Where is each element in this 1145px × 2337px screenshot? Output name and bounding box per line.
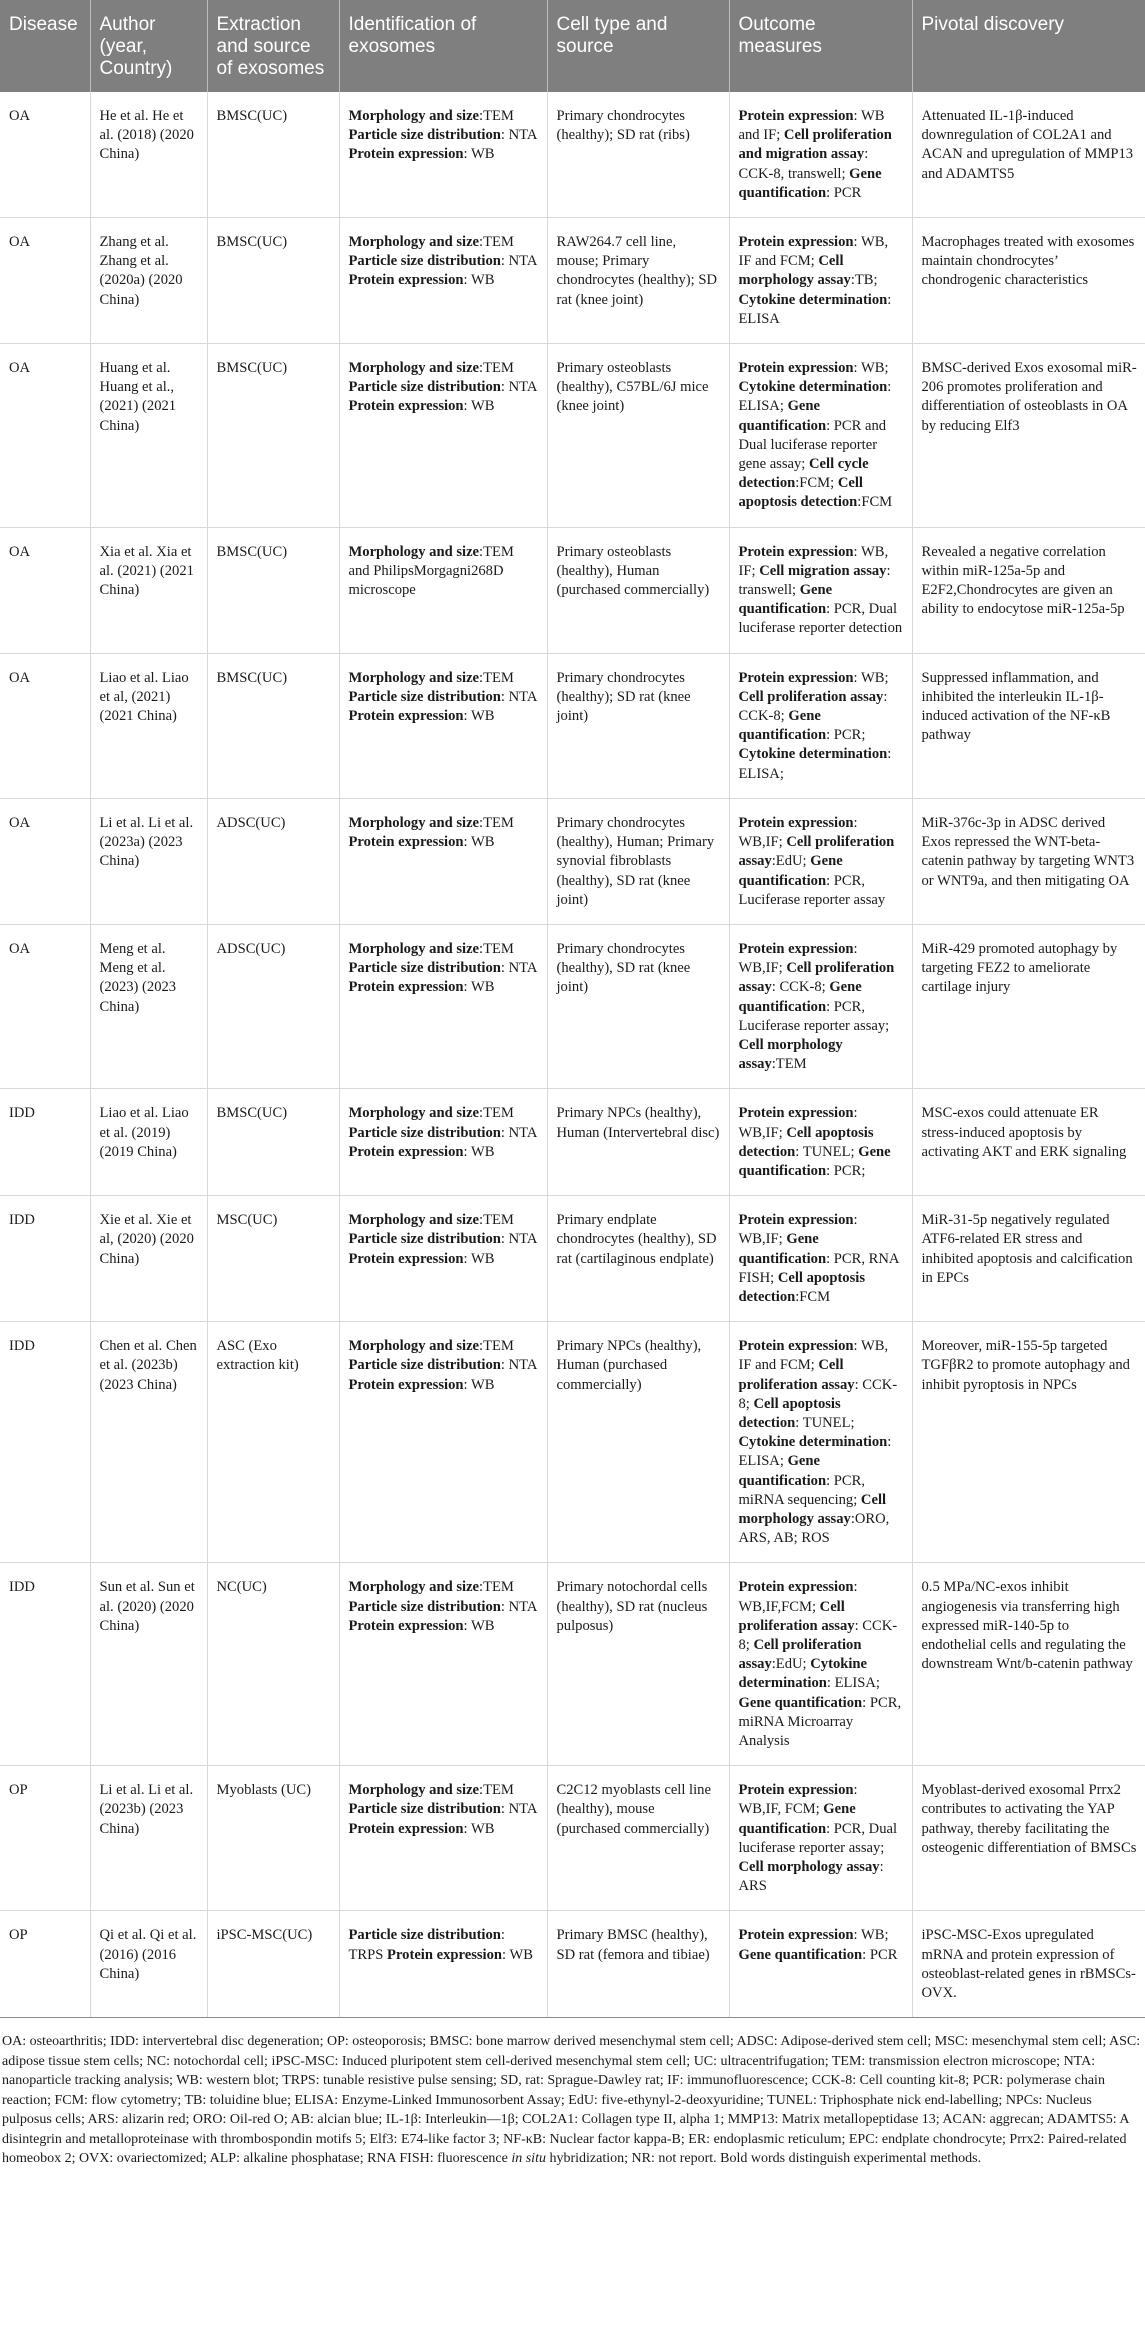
cell-identification [339,798,547,924]
method-label: Gene quantification [738,398,827,434]
method-detail: : WB [463,1143,495,1160]
cell-disease: OA [0,344,90,528]
method-label: Protein expression [348,1250,464,1267]
method-label: Particle size distribution [348,253,501,270]
cell-discovery: Attenuated IL-1β-induced downregulation of COL2A1 and ACAN and upregulation of MMP13 and ADAMTS5 [912,92,1145,218]
method-label: Morphology and size [348,669,480,686]
method-detail: :ORO, ARS, AB; ROS [738,1510,890,1547]
method-label: Cell morphology assay [738,1491,887,1527]
cell-discovery: 0.5 MPa/NC-exos inhibit angiogenesis via transferring high expressed miR-140-5p to endothelial cells and regulating the downstream Wnt/b-catenin pathway [912,1563,1145,1766]
method-detail: : WB, IF and FCM; [738,234,889,270]
method-detail: :EdU; [771,853,811,870]
method-detail: :TEM [479,814,514,831]
method-label: Cell cycle detection [738,456,869,492]
method-detail: : ELISA; [738,379,892,415]
cell-type-source: Primary chondrocytes (healthy), SD rat (knee joint) [547,924,729,1088]
cell-discovery: MiR-429 promoted autophagy by targeting FEZ2 to ameliorate cartilage injury [912,924,1145,1088]
cell-extraction: ADSC(UC) [207,798,339,924]
header-author: Author (year, Country) [90,0,207,92]
method-detail: : WB [463,398,495,415]
method-detail: : WB [463,1617,495,1634]
method-label: Particle size distribution [348,379,501,396]
table-row [0,1196,1145,1322]
method-label: Cell proliferation and migration assay [738,127,892,163]
method-label: Cytokine determination [738,379,888,396]
method-label: Morphology and size [348,940,480,957]
method-label: Particle size distribution [348,1357,501,1374]
method-detail: : CCK-8, transwell; [738,146,869,182]
cell-disease: OP [0,1766,90,1911]
method-detail: : ARS [738,1859,884,1895]
cell-type-source: Primary NPCs (healthy), Human (Intervertebral disc) [547,1089,729,1196]
method-detail: : transwell; [738,562,891,599]
cell-author: Zhang et al. Zhang et al. (2020a) (2020 China) [90,218,207,344]
method-label: Cell proliferation assay [738,688,884,705]
method-detail: : PCR; [826,727,866,744]
method-detail: : ELISA; [738,746,892,782]
table-row [0,1322,1145,1563]
method-label: Protein expression [738,1105,854,1122]
method-detail: :FCM [857,494,893,511]
method-detail: : NTA [500,1124,537,1141]
cell-disease: OA [0,924,90,1088]
cell-outcome [729,653,912,798]
method-detail: :TB; [850,272,878,289]
method-detail: : NTA [500,1357,537,1374]
method-label: Cell proliferation assay [738,1598,855,1634]
cell-discovery: Suppressed inflammation, and inhibited the interleukin IL-1β-induced activation of the NF-κB pathway [912,653,1145,798]
table-row [0,798,1145,924]
cell-outcome [729,1911,912,2018]
method-detail: : PCR [826,184,862,201]
header-identification: Identification of exosomes [339,0,547,92]
cell-identification [339,1196,547,1322]
method-detail: : NTA [500,1231,537,1248]
cell-extraction: NC(UC) [207,1563,339,1766]
method-detail: : PCR; [826,1162,866,1179]
cell-extraction: BMSC(UC) [207,527,339,653]
method-detail: : WB; [853,669,889,686]
table-header-row [0,0,1145,92]
table-row [0,344,1145,528]
method-detail: : WB [463,708,495,725]
cell-type-source: Primary BMSC (healthy), SD rat (femora and tibiae) [547,1911,729,2018]
method-label: Morphology and size [348,360,480,377]
method-label: Protein expression [738,360,854,377]
cell-disease: IDD [0,1196,90,1322]
cell-outcome [729,1196,912,1322]
method-label: Cell apoptosis detection [738,1269,866,1305]
method-detail: : WB,IF,FCM; [738,1579,858,1615]
method-label: Cytokine determination [738,1656,868,1692]
cell-extraction: BMSC(UC) [207,218,339,344]
method-detail: : PCR, Dual luciferase reporter detection [738,601,903,637]
method-detail: : PCR, Dual luciferase reporter assay; [738,1820,898,1856]
cell-discovery: MiR-376c-3p in ADSC derived Exos repressed the WNT-beta-catenin pathway by targeting WNT3 or WNT9a, and then mitigating OA [912,798,1145,924]
cell-disease: OA [0,218,90,344]
method-label: Cell apoptosis detection [738,1124,874,1160]
method-label: Protein expression [348,146,464,163]
method-detail: :TEM and PhilipsMorgagni268D microscope [348,543,514,599]
cell-identification [339,653,547,798]
cell-outcome [729,798,912,924]
header-discovery: Pivotal discovery [912,0,1145,92]
method-label: Morphology and size [348,1212,480,1229]
method-detail: : WB,IF; [738,940,858,977]
method-label: Gene quantification [738,1946,863,1963]
method-detail: : WB, IF; [738,543,889,579]
method-detail: : WB [463,1376,495,1393]
table-row [0,218,1145,344]
method-label: Particle size distribution [348,688,501,705]
cell-type-source: Primary osteoblasts (healthy), Human (purchased commercially) [547,527,729,653]
cell-outcome [729,527,912,653]
method-label: Gene quantification [738,1801,856,1837]
method-detail: : CCK-8; [738,1617,898,1653]
cell-disease: OA [0,798,90,924]
cell-type-source: C2C12 myoblasts cell line (healthy), mouse (purchased commercially) [547,1766,729,1911]
method-detail: : WB; [853,1927,889,1944]
method-detail: : WB,IF; [738,1212,858,1248]
method-label: Morphology and size [348,814,480,831]
method-label: Protein expression [348,834,464,851]
cell-type-source: Primary chondrocytes (healthy), Human; Primary synovial fibroblasts (healthy), SD rat (knee joint) [547,798,729,924]
cell-extraction: ASC (Exo extraction kit) [207,1322,339,1563]
method-label: Gene quantification [738,708,827,744]
method-label: Gene quantification [738,979,862,1015]
table-row [0,1911,1145,2018]
cell-author: Liao et al. Liao et al. (2019) (2019 China) [90,1089,207,1196]
cell-identification [339,1089,547,1196]
method-label: Cell proliferation assay [738,834,895,870]
method-label: Protein expression [348,1376,464,1393]
method-detail: : PCR and Dual luciferase reporter gene assay; [738,417,887,473]
cell-discovery: MSC-exos could attenuate ER stress-induced apoptosis by activating AKT and ERK signaling [912,1089,1145,1196]
method-label: Protein expression [348,1617,464,1634]
cell-author: Liao et al. Liao et al, (2021) (2021 China) [90,653,207,798]
footnote-text-end: hybridization; NR: not report. Bold words distinguish experimental methods. [545,2151,982,2167]
method-detail: : NTA [500,127,537,144]
cell-identification [339,1322,547,1563]
method-detail: : WB,IF; [738,814,858,851]
method-label: Protein expression [348,979,464,996]
method-detail: : NTA [500,1598,537,1615]
method-detail: :FCM [795,1288,831,1305]
method-detail: : ELISA [738,291,892,327]
cell-author: He et al. He et al. (2018) (2020 China) [90,92,207,218]
method-label: Gene quantification [738,165,882,201]
method-detail: : ELISA; [826,1675,880,1692]
footnote-italic-text: in situ [511,2151,546,2167]
method-label: Cell proliferation assay [738,960,895,996]
method-detail: : PCR, Luciferase reporter assay [738,872,886,908]
method-label: Protein expression [348,708,464,725]
method-detail: :TEM [479,1338,514,1355]
method-detail: :TEM [771,1056,807,1073]
method-detail: : NTA [500,1801,537,1818]
cell-author: Meng et al. Meng et al. (2023) (2023 China) [90,924,207,1088]
method-detail: :TEM [479,1579,514,1596]
method-label: Morphology and size [348,543,480,560]
method-label: Morphology and size [348,1782,480,1799]
method-detail: :TEM [479,108,514,124]
footnote-text: OA: osteoarthritis; IDD: intervertebral disc degeneration; OP: osteoporosis; BMSC: bone marrow derived mesenchymal stem cell; ADSC: Adipose-derived stem cell; MSC: mesenchymal stem cell; ASC: adipose tissue stem cells; NC: notochordal cell; iPSC-MSC: Induced pluripotent stem cell-derived mesenchymal stem cell; UC: ultracentrifugation; TEM: transmission electron microscope; NTA: nanoparticle tracking analysis; WB: western blot; TRPS: tunable resistive pulse sensing; SD, rat: Sprague-Dawley rat; IF: immunofluorescence; CCK-8: Cell counting kit-8; PCR: polymerase chain reaction; FCM: flow cytometry; TB: toluidine blue; ELISA: Enzyme-Linked Immunosorbent Assay; EdU: five-ethynyl-2-deoxyuridine; TUNEL: Triphosphate nick end-labelling; NPCs: Nucleus pulposus cells; ARS: alizarin red; ORO: Oil-red O; AB: alcian blue; IL-1β: Interleukin—1β; COL2A1: Collagen type II, alpha 1; MMP13: Matrix metallopeptidase 13; ACAN: aggrecan; ADAMTS5: A disintegrin and metalloproteinase with thrombospondin motifs 5; Elf3: E74-like factor 3; NF-κB: Nuclear factor kappa-B; ER: endoplasmic reticulum; EPC: endplate chondrocyte; Prrx2: Paired-related homeobox 2; OVX: ovariectomized; ALP: alkaline phosphatase; RNA FISH: fluorescence [2,2034,1141,2167]
method-detail: :TEM [479,234,514,251]
table-footnote [0,2018,1145,2169]
method-label: Gene quantification [738,853,843,889]
cell-type-source: Primary NPCs (healthy), Human (purchased commercially) [547,1322,729,1563]
method-label: Protein expression [348,272,464,289]
method-detail: : WB,IF, FCM; [738,1782,858,1818]
method-label: Particle size distribution [348,1927,501,1944]
cell-disease: IDD [0,1563,90,1766]
cell-discovery: MiR-31-5p negatively regulated ATF6-related ER stress and inhibited apoptosis and calcification in EPCs [912,1196,1145,1322]
method-label: Morphology and size [348,1579,480,1596]
method-detail: :TEM [479,1782,514,1799]
cell-extraction: iPSC-MSC(UC) [207,1911,339,2018]
method-label: Protein expression [738,543,854,560]
method-detail: : TUNEL; [795,1143,859,1160]
cell-extraction: BMSC(UC) [207,1089,339,1196]
cell-discovery: Macrophages treated with exosomes maintain chondrocytes’ chondrogenic characteristics [912,218,1145,344]
cell-identification [339,218,547,344]
method-detail: : WB and IF; [738,108,885,144]
cell-outcome [729,1089,912,1196]
cell-outcome [729,218,912,344]
method-detail: :TEM [479,360,514,377]
method-detail: :TEM [479,940,514,957]
method-detail: : WB [463,979,495,996]
cell-identification [339,344,547,528]
method-label: Particle size distribution [348,127,501,144]
cell-discovery: Myoblast-derived exosomal Prrx2 contributes to activating the YAP pathway, thereby facilitating the osteogenic differentiation of BMSCs [912,1766,1145,1911]
method-detail: : WB,IF; [738,1105,858,1141]
method-detail: : WB; [853,360,889,377]
method-detail: : WB [463,1820,495,1837]
cell-disease: OA [0,527,90,653]
header-outcome: Outcome measures [729,0,912,92]
cell-identification [339,1766,547,1911]
cell-author: Li et al. Li et al. (2023b) (2023 China) [90,1766,207,1911]
method-label: Protein expression [348,1143,464,1160]
cell-disease: OA [0,92,90,218]
table-row [0,92,1145,218]
cell-discovery: Moreover, miR-155-5p targeted TGFβR2 to promote autophagy and inhibit pyroptosis in NPCs [912,1322,1145,1563]
method-label: Particle size distribution [348,1231,501,1248]
cell-extraction: MSC(UC) [207,1196,339,1322]
cell-disease: OP [0,1911,90,2018]
table-row [0,1089,1145,1196]
table-body [0,92,1145,2018]
cell-outcome [729,344,912,528]
method-detail: : WB, IF and FCM; [738,1338,889,1374]
method-detail: : WB [463,272,495,289]
cell-type-source: Primary notochordal cells (healthy), SD rat (nucleus pulposus) [547,1563,729,1766]
method-label: Cell proliferation assay [738,1637,862,1673]
method-label: Protein expression [738,669,854,686]
cell-identification [339,1563,547,1766]
method-label: Cell morphology assay [738,1859,880,1876]
method-label: Cytokine determination [738,1434,888,1451]
method-detail: : CCK-8; [738,688,888,725]
method-detail: : NTA [500,379,537,396]
method-detail: :TEM [479,1105,514,1122]
method-detail: :EdU; [771,1656,811,1673]
cell-disease: OA [0,653,90,798]
method-label: Cell apoptosis detection [738,1395,841,1431]
cell-type-source: Primary endplate chondrocytes (healthy), SD rat (cartilaginous endplate) [547,1196,729,1322]
method-detail: : NTA [500,960,537,977]
method-label: Gene quantification [738,1143,891,1179]
method-label: Protein expression [738,1927,854,1944]
cell-discovery: BMSC-derived Exos exosomal miR-206 promotes proliferation and differentiation of osteoblasts in OA by reducing Elf3 [912,344,1145,528]
table-row [0,527,1145,653]
method-label: Gene quantification [738,582,833,618]
method-label: Protein expression [387,1946,503,1963]
cell-type-source: Primary osteoblasts (healthy), C57BL/6J mice (knee joint) [547,344,729,528]
method-label: Protein expression [348,1820,464,1837]
method-label: Protein expression [738,234,854,251]
method-detail: : NTA [500,253,537,270]
cell-identification [339,92,547,218]
method-detail: : PCR [862,1946,898,1963]
method-label: Particle size distribution [348,1124,501,1141]
method-label: Gene quantification [738,1231,827,1267]
method-detail: : PCR, Luciferase reporter assay; [738,998,890,1034]
method-label: Protein expression [738,108,854,124]
method-label: Protein expression [348,398,464,415]
method-label: Morphology and size [348,1105,480,1122]
method-label: Protein expression [738,1782,854,1799]
cell-identification [339,1911,547,2018]
method-detail: :TEM [479,1212,514,1229]
method-detail: : PCR, miRNA sequencing; [738,1472,866,1508]
cell-outcome [729,92,912,218]
cell-disease: IDD [0,1089,90,1196]
method-label: Cell apoptosis detection [738,475,863,511]
method-label: Protein expression [738,1212,854,1229]
table-row [0,1563,1145,1766]
cell-extraction: BMSC(UC) [207,92,339,218]
cell-extraction: Myoblasts (UC) [207,1766,339,1911]
cell-type-source: RAW264.7 cell line, mouse; Primary chondrocytes (healthy); SD rat (knee joint) [547,218,729,344]
cell-disease: IDD [0,1322,90,1563]
method-label: Morphology and size [348,234,480,251]
cell-outcome [729,1766,912,1911]
method-label: Cell morphology assay [738,1036,843,1073]
header-cell-type: Cell type and source [547,0,729,92]
cell-extraction: BMSC(UC) [207,653,339,798]
cell-outcome [729,924,912,1088]
method-detail: : PCR, RNA FISH; [738,1250,899,1286]
cell-discovery: Revealed a negative correlation within miR-125a-5p and E2F2,Chondrocytes are given an ability to endocytose miR-125a-5p [912,527,1145,653]
method-label: Particle size distribution [348,960,501,977]
cell-identification [339,924,547,1088]
method-detail: :FCM; [795,475,838,492]
method-label: Particle size distribution [348,1598,501,1615]
method-label: Morphology and size [348,1338,480,1355]
header-disease: Disease [0,0,90,92]
method-detail: : TUNEL; [795,1414,855,1431]
cell-author: Qi et al. Qi et al. (2016) (2016 China) [90,1911,207,2018]
cell-extraction: BMSC(UC) [207,344,339,528]
method-detail: : WB [463,834,495,851]
method-label: Gene quantification [738,1694,863,1711]
method-label: Cell proliferation assay [738,1357,855,1393]
cell-outcome [729,1563,912,1766]
cell-outcome [729,1322,912,1563]
method-label: Morphology and size [348,108,480,124]
method-label: Cytokine determination [738,746,888,763]
table-row [0,653,1145,798]
method-detail: : WB [502,1946,533,1963]
cell-author: Huang et al. Huang et al., (2021) (2021 China) [90,344,207,528]
method-label: Gene quantification [738,1453,827,1489]
cell-type-source: Primary chondrocytes (healthy); SD rat (ribs) [547,92,729,218]
method-detail: : WB [463,146,495,163]
cell-author: Sun et al. Sun et al. (2020) (2020 China) [90,1563,207,1766]
method-detail: : CCK-8; [738,1376,898,1412]
method-label: Protein expression [738,814,854,831]
method-label: Cytokine determination [738,291,888,308]
cell-identification [339,527,547,653]
cell-author: Li et al. Li et al. (2023a) (2023 China) [90,798,207,924]
method-label: Protein expression [738,1338,854,1355]
table-row [0,1766,1145,1911]
method-detail: :TEM [479,669,514,686]
method-detail: : NTA [500,688,537,705]
cell-author: Chen et al. Chen et al. (2023b) (2023 China) [90,1322,207,1563]
cell-discovery: iPSC-MSC-Exos upregulated mRNA and protein expression of osteoblast-related genes in rBMSCs-OVX. [912,1911,1145,2018]
method-detail: : PCR, miRNA Microarray Analysis [738,1694,902,1750]
method-detail: : CCK-8; [771,979,830,996]
cell-type-source: Primary chondrocytes (healthy); SD rat (knee joint) [547,653,729,798]
method-label: Cell migration assay [759,562,887,579]
table-row [0,924,1145,1088]
cell-author: Xia et al. Xia et al. (2021) (2021 China) [90,527,207,653]
method-label: Protein expression [738,1579,854,1596]
method-label: Protein expression [738,940,854,957]
method-label: Particle size distribution [348,1801,501,1818]
method-detail: : TRPS [348,1927,505,1963]
cell-extraction: ADSC(UC) [207,924,339,1088]
method-label: Cell morphology assay [738,253,851,289]
method-detail: : WB [463,1250,495,1267]
method-detail: : ELISA; [738,1434,892,1470]
cell-author: Xie et al. Xie et al, (2020) (2020 China) [90,1196,207,1322]
header-extraction: Extraction and source of exosomes [207,0,339,92]
